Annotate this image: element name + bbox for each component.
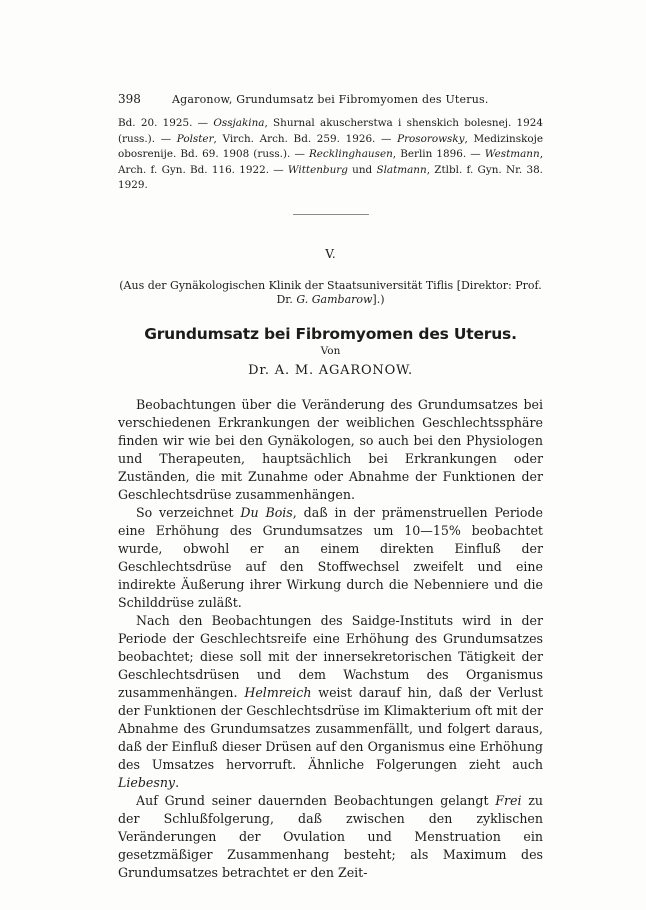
paragraph-text: weist darauf hin, daß der Verlust der Funktionen der Geschlechtsdrüse im Klimakterium oft mit der Abnahme des Grundumsatzes zusammenfällt, und folgert daraus, daß der Einfluß dieser Drüsen auf den Organismus eine Erhöhung des Umsatzes hervorruft. Ähnliche Folgerungen zieht auch [118, 684, 543, 772]
cited-author: Helmreich [244, 684, 312, 700]
page [118, 92, 543, 882]
ref-text: und [347, 163, 377, 176]
ref-author-name: Wittenburg [287, 163, 348, 176]
ref-author-name: Prosorowsky [397, 132, 465, 145]
origin-text: (Aus der Gynäkologischen Klinik der Staatsuniversität Tiflis [Direktor: Prof. Dr. [119, 278, 542, 306]
ref-author-name: Polster [176, 132, 214, 145]
paragraph-text: Auf Grund seiner dauernden Beobachtungen gelangt [136, 792, 496, 808]
paragraph-text: . [175, 774, 180, 790]
paragraph [118, 612, 543, 792]
cited-author: Liebesny [118, 774, 176, 790]
paragraph-text: zu der Schlußfolgerung, daß zwischen den zyklischen Veränderungen der Ovulation und Menstruation ein gesetzmäßiger Zusammenhang besteht; als Maximum des Grundumsatzes betrachtet er den Zeit- [118, 792, 543, 880]
origin-close: ].) [372, 292, 385, 306]
paragraph [118, 396, 543, 504]
section-divider [293, 214, 369, 215]
ref-text: Bd. 20. 1925. — [118, 117, 214, 129]
ref-author-name: Recklinghausen [308, 148, 393, 161]
paragraph [118, 504, 543, 612]
article-number: V. [325, 246, 336, 261]
paragraph-text: So verzeichnet [136, 504, 241, 520]
running-header [118, 92, 543, 106]
ref-author-name: Slatmann [376, 163, 427, 176]
article-body [118, 396, 543, 882]
cited-author: Frei [495, 792, 522, 808]
ref-author-name: Westmann [484, 148, 540, 161]
ref-author-name: Ossjakina [213, 117, 265, 129]
article-origin [118, 279, 543, 307]
ref-text: , Arch. f. Gyn. Bd. 116. 1922. — [118, 148, 543, 176]
paragraph-text: Beobachtungen über die Veränderung des Grundumsatzes bei verschiedenen Erkrankungen der weiblichen Geschlechtssphäre finden wir wie bei den Gynäkologen, so auch bei den Physiologen und Therapeuten, hauptsächlich bei Erkrankungen oder Zuständen, die mit Zunahme oder Abnahme der Funktionen der Geschlechtsdrüse zusammenhängen. [118, 396, 543, 502]
director-name: G. Gambarow [296, 292, 373, 306]
article-title: Grundumsatz bei Fibromyomen des Uterus. [144, 324, 517, 343]
paragraph [118, 792, 543, 882]
reference-list [118, 116, 543, 194]
article-author: Dr. A. M. AGARONOW. [248, 362, 413, 378]
running-title: Agaronow, Grundumsatz bei Fibromyomen des Uterus. [172, 93, 489, 106]
paragraph-text: Nach den Beobachtungen des Saidge-Instituts wird in der Periode der Geschlechtsreife eine Erhöhung des Grundumsatzes beobachtet; diese soll mit der innersekretorischen Tätigkeit der Geschlechtsdrüsen und dem Wachstum des Organismus zusammenhängen. [118, 612, 543, 700]
ref-text: , Virch. Arch. Bd. 259. 1926. — [213, 132, 398, 145]
cited-author: Du Bois [240, 504, 293, 520]
ref-text: , Berlin 1896. — [392, 148, 485, 161]
page-number: 398 [118, 92, 141, 106]
ref-text: , Shurnal akuscherstwa i shenskich bolesnej. 1924 (russ.). — [118, 117, 544, 145]
ref-text: , Medizinskoje obosrenije. Bd. 69. 1908 (russ.). — [118, 132, 543, 161]
paragraph-text: , daß in der prämenstruellen Periode eine Erhöhung des Grundumsatzes um 10—15% beobachtet wurde, obwohl er an einem direkten Einfluß der Geschlechtsdrüse auf den Stoffwechsel zweifelt und eine indirekte Äußerung ihrer Wirkung durch die Nebenniere und die Schilddrüse zuläßt. [118, 504, 543, 610]
byline-von: Von [320, 344, 341, 357]
ref-text: , Ztlbl. f. Gyn. Nr. 38. 1929. [118, 163, 543, 192]
